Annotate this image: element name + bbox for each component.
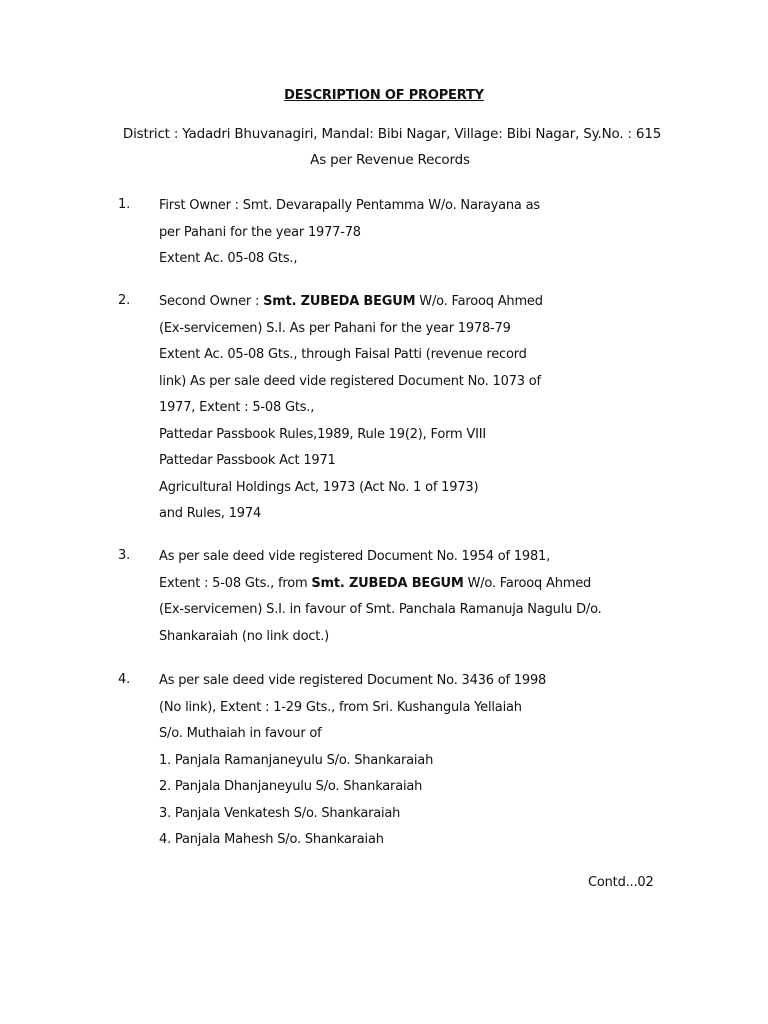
item-number: 4. xyxy=(118,672,131,687)
item-line: Shankaraiah (no link doct.) xyxy=(159,628,329,644)
item-line xyxy=(159,293,719,320)
owner-name-bold: Smt. ZUBEDA BEGUM xyxy=(311,575,464,591)
continuation-note: Contd...02 xyxy=(588,875,654,890)
line-prefix: Extent : 5-08 Gts., from xyxy=(159,575,312,591)
item-text xyxy=(159,672,719,858)
line-suffix: W/o. Farooq Ahmed xyxy=(463,575,592,591)
item-line: (No link), Extent : 1-29 Gts., from Sri. Kushangula Yellaiah xyxy=(159,699,522,715)
item-line: link) As per sale deed vide registered Document No. 1073 of xyxy=(159,373,541,389)
item-number: 3. xyxy=(118,548,131,563)
item-line: 1. Panjala Ramanjaneyulu S/o. Shankaraiah xyxy=(159,752,434,768)
item-line: As per sale deed vide registered Document No. 1954 of 1981, xyxy=(159,549,551,564)
item-text xyxy=(159,197,719,277)
owner-name-bold: Smt. ZUBEDA BEGUM xyxy=(263,294,416,309)
item-line: Extent Ac. 05-08 Gts., through Faisal Patti (revenue record xyxy=(159,347,527,362)
document-title: DESCRIPTION OF PROPERTY xyxy=(284,88,484,103)
records-line: As per Revenue Records xyxy=(310,152,470,168)
item-line xyxy=(159,575,719,602)
item-line: per Pahani for the year 1977-78 xyxy=(159,224,361,240)
item-line: Pattedar Passbook Rules,1989, Rule 19(2), Form VIII xyxy=(159,426,486,442)
item-number: 1. xyxy=(118,197,131,212)
item-text xyxy=(159,293,719,532)
item-line: (Ex-servicemen) S.I. As per Pahani for the year 1978-79 xyxy=(159,320,511,336)
item-line: 4. Panjala Mahesh S/o. Shankaraiah xyxy=(159,832,384,847)
item-text xyxy=(159,548,719,654)
item-line: 2. Panjala Dhanjaneyulu S/o. Shankaraiah xyxy=(159,779,423,794)
item-number: 2. xyxy=(118,293,131,308)
item-line: Agricultural Holdings Act, 1973 (Act No. 1 of 1973) xyxy=(159,479,479,495)
item-line: and Rules, 1974 xyxy=(159,506,262,521)
line-prefix: Second Owner : xyxy=(159,294,264,309)
district-line: District : Yadadri Bhuvanagiri, Mandal: Bibi Nagar, Village: Bibi Nagar, Sy.No. : 615 xyxy=(122,126,662,142)
item-line: Pattedar Passbook Act 1971 xyxy=(159,453,336,468)
line-suffix: W/o. Farooq Ahmed xyxy=(415,294,543,309)
item-line: As per sale deed vide registered Document No. 3436 of 1998 xyxy=(159,673,547,688)
item-line: First Owner : Smt. Devarapally Pentamma W/o. Narayana as xyxy=(159,198,540,213)
item-line: (Ex-servicemen) S.I. in favour of Smt. Panchala Ramanuja Nagulu D/o. xyxy=(159,602,602,617)
item-line: 3. Panjala Venkatesh S/o. Shankaraiah xyxy=(159,805,401,821)
item-line: 1977, Extent : 5-08 Gts., xyxy=(159,400,315,415)
item-line: Extent Ac. 05-08 Gts., xyxy=(159,251,298,266)
item-line: S/o. Muthaiah in favour of xyxy=(159,726,322,741)
